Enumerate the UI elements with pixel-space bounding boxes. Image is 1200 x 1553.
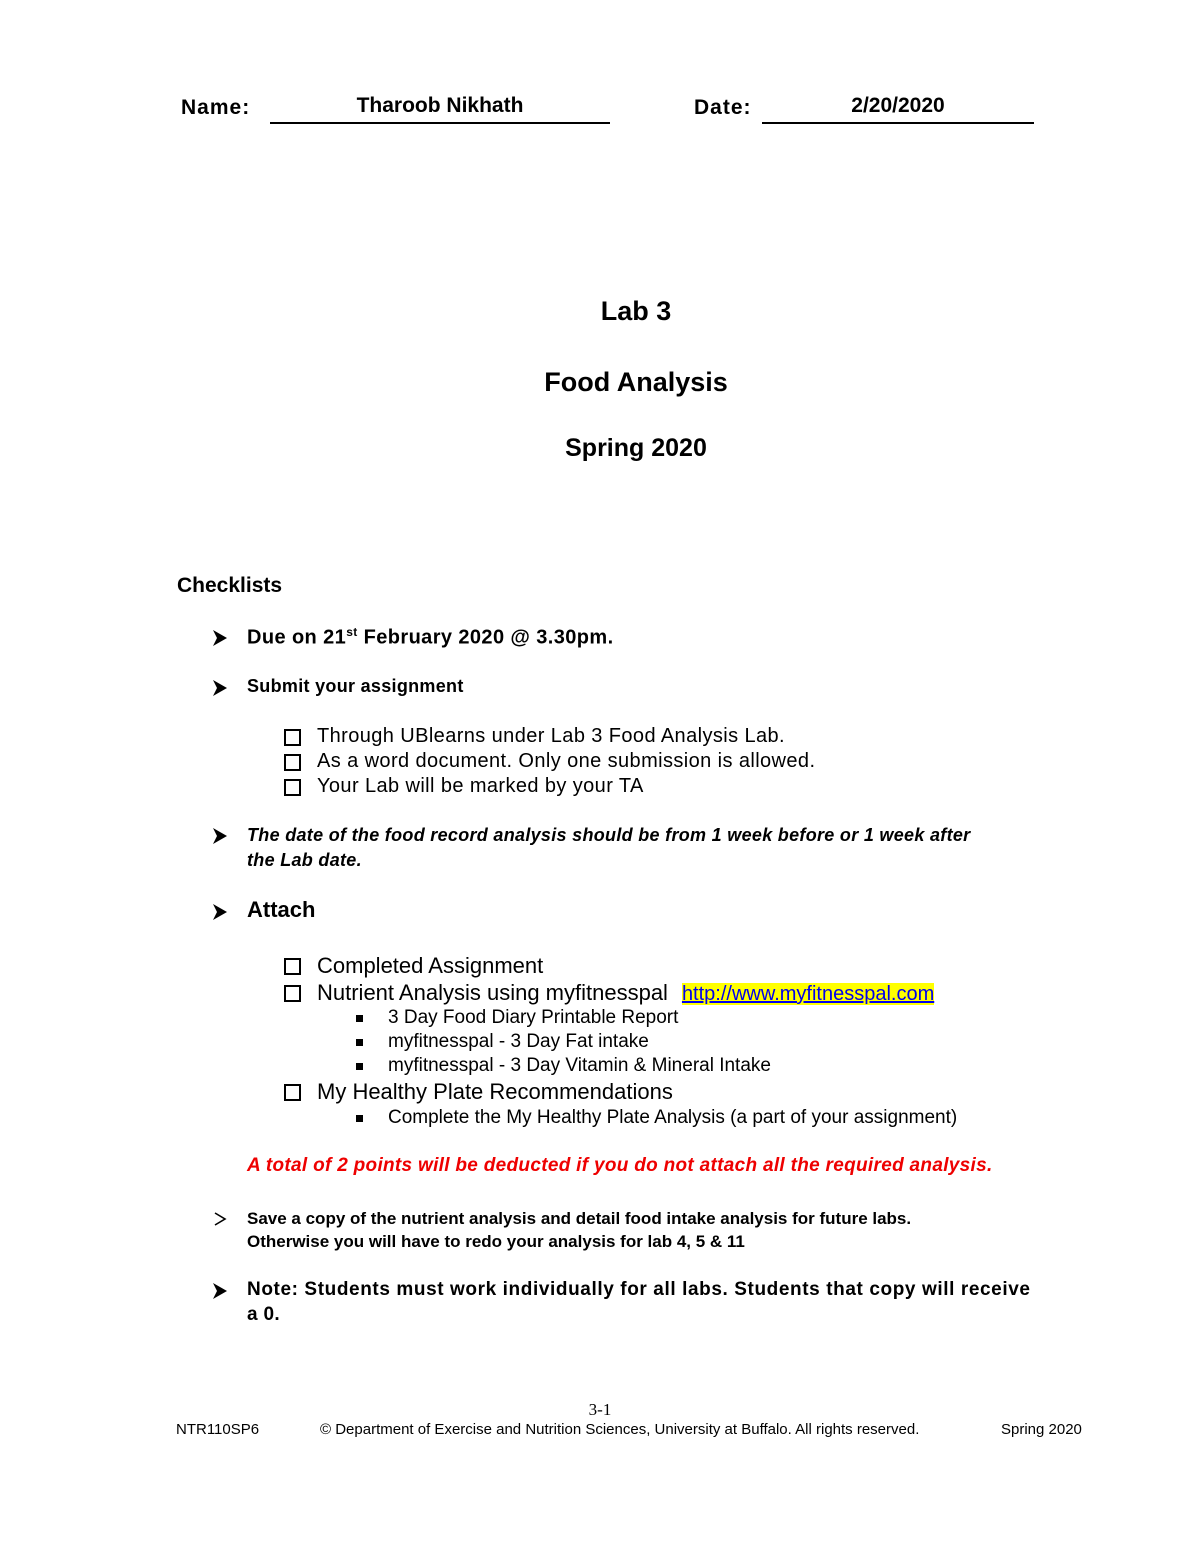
course-code: NTR110SP6 bbox=[176, 1421, 260, 1438]
square-bullet-icon bbox=[356, 1015, 363, 1022]
submit-item: Your Lab will be marked by your TA bbox=[317, 775, 644, 797]
submit-label: Submit your assignment bbox=[247, 676, 464, 696]
save-line2: Otherwise you will have to redo your analysis for lab 4, 5 & 11 bbox=[247, 1232, 745, 1251]
square-bullet-icon bbox=[356, 1039, 363, 1046]
footer-term: Spring 2020 bbox=[1001, 1421, 1082, 1438]
arrow-bullet-icon bbox=[211, 827, 229, 845]
arrow-bullet-icon bbox=[211, 629, 229, 647]
checklists-heading: Checklists bbox=[177, 574, 283, 597]
date-label: Date: bbox=[694, 96, 752, 119]
attach-label: Attach bbox=[247, 897, 316, 922]
arrow-bullet-icon bbox=[213, 1212, 227, 1226]
checkbox-icon[interactable] bbox=[284, 754, 301, 771]
date-value: 2/20/2020 bbox=[851, 94, 945, 117]
arrow-bullet-icon bbox=[211, 1282, 229, 1300]
note-line1: Note: Students must work individually for all labs. Students that copy will receive bbox=[247, 1279, 1031, 1300]
deduction-warning: A total of 2 points will be deducted if you do not attach all the required analysis. bbox=[247, 1155, 993, 1176]
term-title: Spring 2020 bbox=[565, 434, 707, 462]
myfitnesspal-link[interactable]: http://www.myfitnesspal.com bbox=[681, 983, 935, 1005]
checkbox-icon[interactable] bbox=[284, 958, 301, 975]
copyright: © Department of Exercise and Nutrition Sciences, University at Buffalo. All rights reserved. bbox=[320, 1421, 920, 1438]
checkbox-icon[interactable] bbox=[284, 729, 301, 746]
submit-item: Through UBlearns under Lab 3 Food Analysis Lab. bbox=[317, 725, 785, 747]
arrow-bullet-icon bbox=[211, 903, 229, 921]
name-value: Tharoob Nikhath bbox=[356, 94, 524, 117]
arrow-bullet-icon bbox=[211, 679, 229, 697]
due-date-line bbox=[247, 625, 614, 650]
square-bullet-icon bbox=[356, 1063, 363, 1070]
attach-item-nutrient bbox=[317, 980, 934, 1006]
due-prefix: Due on 21 bbox=[247, 626, 347, 649]
note-line2: a 0. bbox=[247, 1304, 280, 1325]
checkbox-icon[interactable] bbox=[284, 779, 301, 796]
attach-subitem: Complete the My Healthy Plate Analysis (a part of your assignment) bbox=[388, 1107, 958, 1128]
square-bullet-icon bbox=[356, 1115, 363, 1122]
checkbox-icon[interactable] bbox=[284, 985, 301, 1002]
save-line1: Save a copy of the nutrient analysis and detail food intake analysis for future labs. bbox=[247, 1209, 912, 1228]
date-note-line1: The date of the food record analysis should be from 1 week before or 1 week after bbox=[247, 825, 971, 845]
lab-title: Lab 3 bbox=[600, 296, 672, 326]
date-field[interactable] bbox=[762, 96, 1034, 124]
attach-subitem: myfitnesspal - 3 Day Vitamin & Mineral Intake bbox=[388, 1055, 771, 1076]
attach-subitem: 3 Day Food Diary Printable Report bbox=[388, 1007, 679, 1028]
subject-title: Food Analysis bbox=[544, 367, 728, 397]
attach-subitem: myfitnesspal - 3 Day Fat intake bbox=[388, 1031, 649, 1052]
date-note-line2: the Lab date. bbox=[247, 850, 362, 870]
submit-item: As a word document. Only one submission is allowed. bbox=[317, 750, 816, 772]
attach-item-completed: Completed Assignment bbox=[317, 953, 544, 978]
checkbox-icon[interactable] bbox=[284, 1084, 301, 1101]
page-number: 3-1 bbox=[588, 1400, 612, 1419]
due-sup: st bbox=[346, 625, 358, 639]
due-suffix: February 2020 @ 3.30pm. bbox=[357, 626, 614, 649]
attach-item-healthy-plate: My Healthy Plate Recommendations bbox=[317, 1079, 673, 1104]
name-field[interactable] bbox=[270, 96, 610, 124]
name-label: Name: bbox=[181, 96, 251, 119]
nutrient-analysis-text: Nutrient Analysis using myfitnesspal bbox=[317, 980, 668, 1005]
